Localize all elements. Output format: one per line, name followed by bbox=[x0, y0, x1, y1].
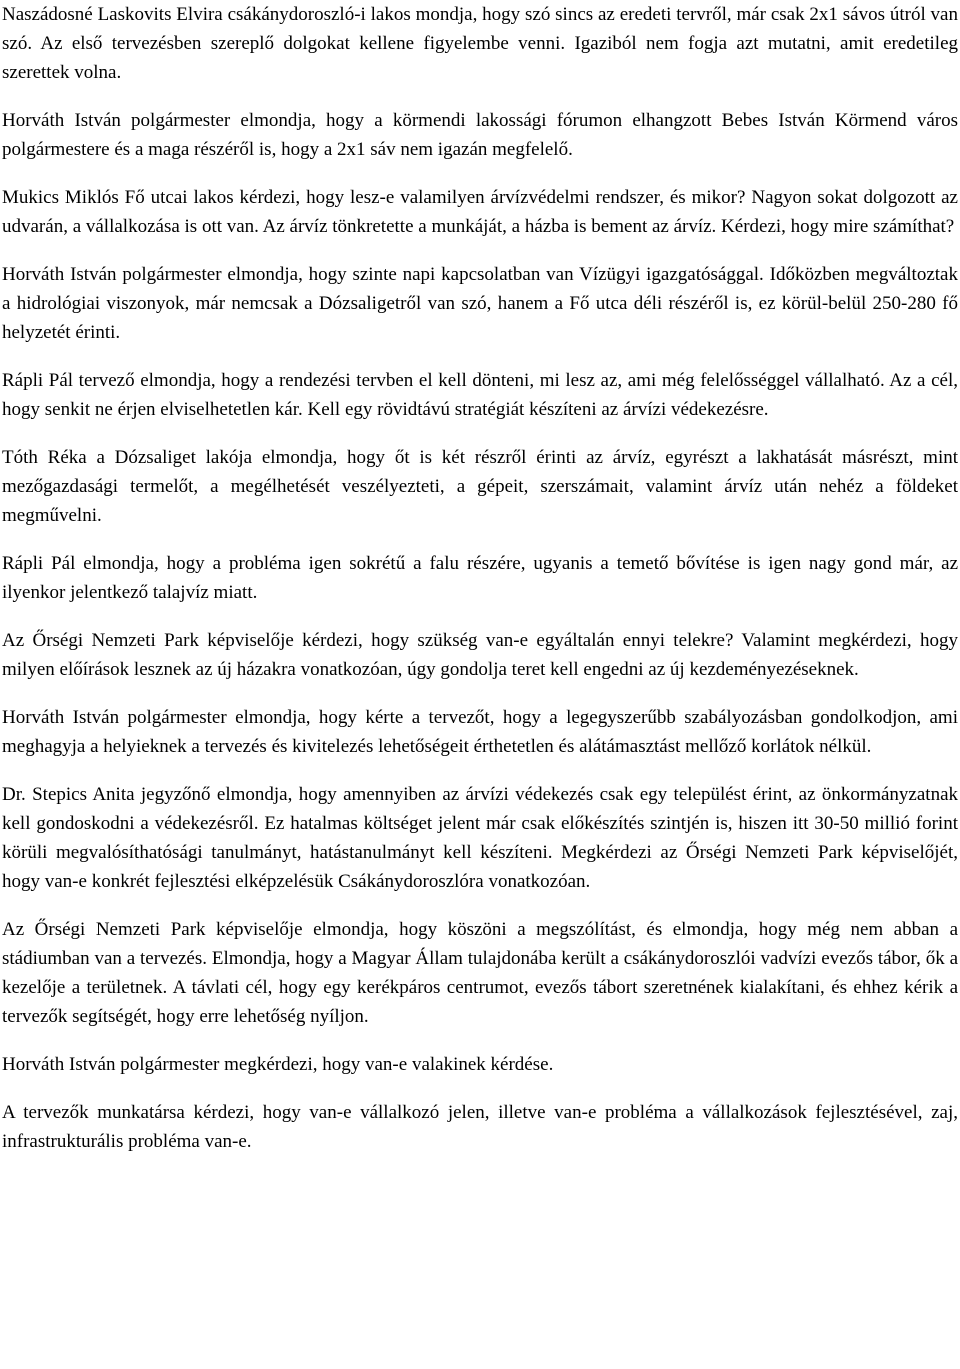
paragraph-5: Rápli Pál tervező elmondja, hogy a rendezési tervben el kell dönteni, mi lesz az, ami még felelősséggel vállalható. Az a cél, hogy senkit ne érjen elviselhetetlen kár. Kell egy rövidtávú stratégiát készíteni az árvízi védekezésre. bbox=[2, 370, 958, 420]
paragraph-13: A tervezők munkatársa kérdezi, hogy van-e vállalkozó jelen, illetve van-e probléma a vállalkozások fejlesztésével, zaj, infrastrukturális probléma van-e. bbox=[2, 1102, 958, 1152]
paragraph-7: Rápli Pál elmondja, hogy a probléma igen sokrétű a falu részére, ugyanis a temető bővítése is igen nagy gond már, az ilyenkor jelentkező talajvíz miatt. bbox=[2, 553, 958, 603]
paragraph-3: Mukics Miklós Fő utcai lakos kérdezi, hogy lesz-e valamilyen árvízvédelmi rendszer, és mikor? Nagyon sokat dolgozott az udvarán, a vállalkozása is ott van. Az árvíz tönkretette a munkáját, a házba is bement az árvíz. Kérdezi, hogy mire számíthat? bbox=[2, 187, 958, 237]
paragraph-4: Horváth István polgármester elmondja, hogy szinte napi kapcsolatban van Vízügyi igazgatósággal. Időközben megváltoztak a hidrológiai viszonyok, már nemcsak a Dózsaligetről van szó, hanem a Fő utca déli részéről is, ez körül-belül 250-280 fő helyzetét érinti. bbox=[2, 264, 958, 343]
paragraph-2: Horváth István polgármester elmondja, hogy a körmendi lakossági fórumon elhangzott Bebes István Körmend város polgármestere és a maga részéről is, hogy a 2x1 sáv nem igazán megfelelő. bbox=[2, 110, 958, 160]
paragraph-8: Az Őrségi Nemzeti Park képviselője kérdezi, hogy szükség van-e egyáltalán ennyi telekre? Valamint megkérdezi, hogy milyen előírások lesznek az új házakra vonatkozóan, úgy gondolja teret kell engedni az új kezdeményezéseknek. bbox=[2, 630, 958, 680]
paragraph-12: Horváth István polgármester megkérdezi, hogy van-e valakinek kérdése. bbox=[2, 1054, 554, 1075]
paragraph-6: Tóth Réka a Dózsaliget lakója elmondja, hogy őt is két részről érinti az árvíz, egyrészt a lakhatását másrészt, mint mezőgazdasági termelőt, a megélhetését veszélyezteti, a gépeit, szerszámait, valamint árvíz után nehéz a földeket megművelni. bbox=[2, 447, 958, 526]
paragraph-9: Horváth István polgármester elmondja, hogy kérte a tervezőt, hogy a legegyszerűbb szabályozásban gondolkodjon, ami meghagyja a helyieknek a tervezés és kivitelezés lehetőségeit érthetetlen és alátámasztást mellőző korlátok nélkül. bbox=[2, 707, 958, 757]
paragraph-10: Dr. Stepics Anita jegyzőnő elmondja, hogy amennyiben az árvízi védekezés csak egy települést érint, az önkormányzatnak kell gondoskodni a védekezésről. Ez hatalmas költséget jelent már csak előkészítés szintjén is, hiszen itt 30-50 millió forint körüli megvalósíthatósági tanulmányt, hatástanulmányt kell készíteni. Megkérdezi az Őrségi Nemzeti Park képviselőjét, hogy van-e konkrét fejlesztési elképzelésük Csákánydoroszlóra vonatkozóan. bbox=[2, 784, 958, 892]
paragraph-11: Az Őrségi Nemzeti Park képviselője elmondja, hogy köszöni a megszólítást, és elmondja, hogy még nem abban a stádiumban van a tervezés. Elmondja, hogy a Magyar Állam tulajdonába került a csákánydoroszlói vadvízi evezős tábor, ők a kezelője a területnek. A távlati cél, hogy egy kerékpáros centrumot, evezős tábort szeretnének kialakítani, és ehhez kérik a tervezők segítségét, hogy erre lehetőség nyíljon. bbox=[2, 919, 958, 1027]
paragraph-1: Naszádosné Laskovits Elvira csákánydoroszló-i lakos mondja, hogy szó sincs az eredeti tervről, már csak 2x1 sávos útról van szó. Az első tervezésben szereplő dolgokat kellene figyelembe venni. Igaziból nem fogja azt mutatni, amit eredetileg szerettek volna. bbox=[2, 4, 958, 83]
